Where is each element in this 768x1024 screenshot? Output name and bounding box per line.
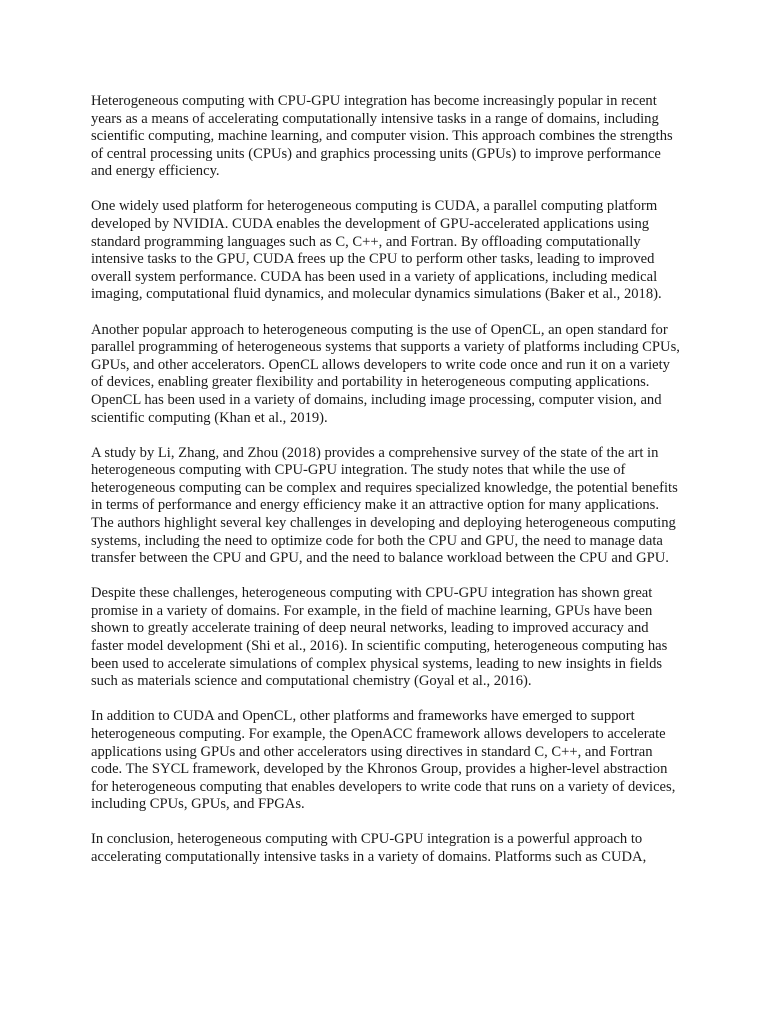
paragraph-survey: A study by Li, Zhang, and Zhou (2018) provides a comprehensive survey of the state of the art in heterogeneous computing with CPU-GPU integration. The study notes that while the use of heterogeneous computing can be complex and requires specialized knowledge, the potential benefits in terms of performance and energy efficiency make it an attractive option for many applications. The authors highlight several key challenges in developing and deploying heterogeneous computing systems, including the need to optimize code for both the CPU and GPU, the need to manage data transfer between the CPU and GPU, and the need to balance workload between the CPU and GPU. — [91, 444, 678, 567]
paragraph-conclusion: In conclusion, heterogeneous computing with CPU-GPU integration is a powerful approach to accelerating computationally intensive tasks in a variety of domains. Platforms such as CUDA, — [91, 831, 647, 865]
document-page — [91, 93, 681, 884]
paragraph-opencl: Another popular approach to heterogeneous computing is the use of OpenCL, an open standard for parallel programming of heterogeneous systems that supports a variety of platforms including CPUs, GPUs, and other accelerators. OpenCL allows developers to write code once and run it on a variety of devices, enabling greater flexibility and portability in heterogeneous computing applications. OpenCL has been used in a variety of domains, including image processing, computer vision, and scientific computing (Khan et al., 2019). — [91, 321, 680, 426]
paragraph-frameworks: In addition to CUDA and OpenCL, other platforms and frameworks have emerged to support heterogeneous computing. For example, the OpenACC framework allows developers to accelerate applications using GPUs and other accelerators using directives in standard C, C++, and Fortran code. The SYCL framework, developed by the Khronos Group, provides a higher-level abstraction for heterogeneous computing that enables developers to write code that runs on a variety of devices, including CPUs, GPUs, and FPGAs. — [91, 708, 676, 813]
paragraph-cuda: One widely used platform for heterogeneous computing is CUDA, a parallel computing platform developed by NVIDIA. CUDA enables the development of GPU-accelerated applications using standard programming languages such as C, C++, and Fortran. By offloading computationally intensive tasks to the GPU, CUDA frees up the CPU to perform other tasks, leading to improved overall system performance. CUDA has been used in a variety of applications, including medical imaging, computational fluid dynamics, and molecular dynamics simulations (Baker et al., 2018). — [91, 198, 662, 303]
paragraph-intro: Heterogeneous computing with CPU-GPU integration has become increasingly popular in recent years as a means of accelerating computationally intensive tasks in a range of domains, including scientific computing, machine learning, and computer vision. This approach combines the strengths of central processing units (CPUs) and graphics processing units (GPUs) to improve performance and energy efficiency. — [91, 93, 673, 180]
paragraph-challenges: Despite these challenges, heterogeneous computing with CPU-GPU integration has shown great promise in a variety of domains. For example, in the field of machine learning, GPUs have been shown to greatly accelerate training of deep neural networks, leading to improved accuracy and faster model development (Shi et al., 2016). In scientific computing, heterogeneous computing has been used to accelerate simulations of complex physical systems, leading to new insights in fields such as materials science and computational chemistry (Goyal et al., 2016). — [91, 585, 668, 690]
